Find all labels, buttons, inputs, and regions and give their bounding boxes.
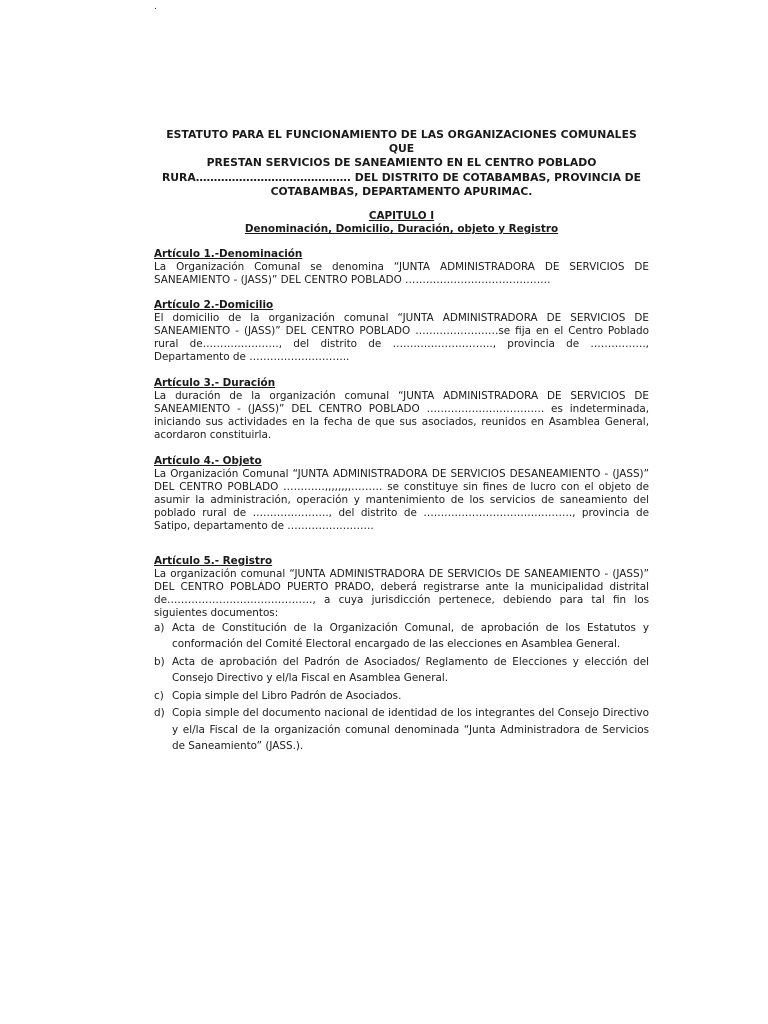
article-heading: Artículo 5.- Registro [154,555,273,567]
document-title [154,128,649,199]
list-item [154,688,649,705]
article-2 [154,299,649,364]
page-mark: . [154,2,157,12]
article-text: La organización comunal “JUNTA ADMINISTRADORA DE SERVICIOs DE SANEAMIENTO - (JASS)” DEL CENTRO POBLADO PUERTO PRADO, deberá registrarse ante la municipalidad distrital de……………………………………, a cuya jurisdicción pertenece, debiendo para tal fin los siguientes documentos: [154,567,649,619]
article-heading: Artículo 2.-Domicilio [154,299,274,311]
chapter-heading [154,210,649,236]
article-heading: Artículo 3.- Duración [154,377,276,389]
article-text: La Organización Comunal se denomina “JUNTA ADMINISTRADORA DE SERVICIOS DE SANEAMIENTO - (JASS)” DEL CENTRO POBLADO …………………………………… [154,260,649,286]
list-item-text: Acta de Constitución de la Organización Comunal, de aprobación de los Estatutos y conformación del Comité Electoral encargado de las elecciones en Asamblea General. [172,621,649,651]
list-item [154,620,649,653]
document-list [154,620,649,755]
title-line: ESTATUTO PARA EL FUNCIONAMIENTO DE LAS ORGANIZACIONES COMUNALES QUE [166,128,637,156]
title-line: COTABAMBAS, DEPARTAMENTO APURIMAC. [270,184,533,198]
list-item-text: Copia simple del documento nacional de identidad de los integrantes del Consejo Directivo y el/la Fiscal de la organización comunal denominada “Junta Administradora de Servicios de Saneamiento” (JASS.). [172,707,649,753]
title-line: RURA……………………………………. DEL DISTRITO DE COTABAMBAS, PROVINCIA DE [161,170,642,184]
list-item-text: Copia simple del Libro Padrón de Asociados. [172,689,402,702]
chapter-subtitle: Denominación, Domicilio, Duración, objeto y Registro [244,223,559,235]
article-heading: Artículo 4.- Objeto [154,455,262,467]
list-item [154,654,649,687]
article-text: La Organización Comunal “JUNTA ADMINISTRADORA DE SERVICIOS DESANEAMIENTO - (JASS)” DEL CENTRO POBLADO …………,,,,,,,,……… se constituye sin fines de lucro con el objeto de asumir la administración, operación y mantenimiento de los servicios de saneamiento del poblado rural de …………………., del distrito de ……………………………………., provincia de Satipo, departamento de ……………………. [154,467,649,532]
article-4 [154,455,649,532]
article-1 [154,248,649,287]
list-marker: a) [154,621,165,634]
list-marker: c) [154,689,164,702]
article-5 [154,555,649,756]
article-text: La duración de la organización comunal “JUNTA ADMINISTRADORA DE SERVICIOS DE SANEAMIENTO - (JASS)” DEL CENTRO POBLADO ……………………………. es indeterminada, iniciando sus actividades en la fecha de que sus asociados, reunidos en Asamblea General, acordaron constituirla. [154,389,649,441]
list-marker: d) [154,707,165,720]
article-3 [154,377,649,442]
article-text: El domicilio de la organización comunal “JUNTA ADMINISTRADORA DE SERVICIOS DE SANEAMIENTO - (JASS)” DEL CENTRO POBLADO ……………………se fija en el Centro Poblado rural de…………………., del distrito de ……………………….., provincia de ……………., Departamento de ……………………….. [154,311,649,363]
chapter-number: CAPITULO I [368,210,435,222]
article-heading: Artículo 1.-Denominación [154,248,303,260]
list-item-text: Acta de aprobación del Padrón de Asociados/ Reglamento de Elecciones y elección del Consejo Directivo y el/la Fiscal en Asamblea General. [172,655,649,685]
list-marker: b) [154,655,165,668]
title-line: PRESTAN SERVICIOS DE SANEAMIENTO EN EL CENTRO POBLADO [206,156,597,170]
list-item [154,705,649,755]
